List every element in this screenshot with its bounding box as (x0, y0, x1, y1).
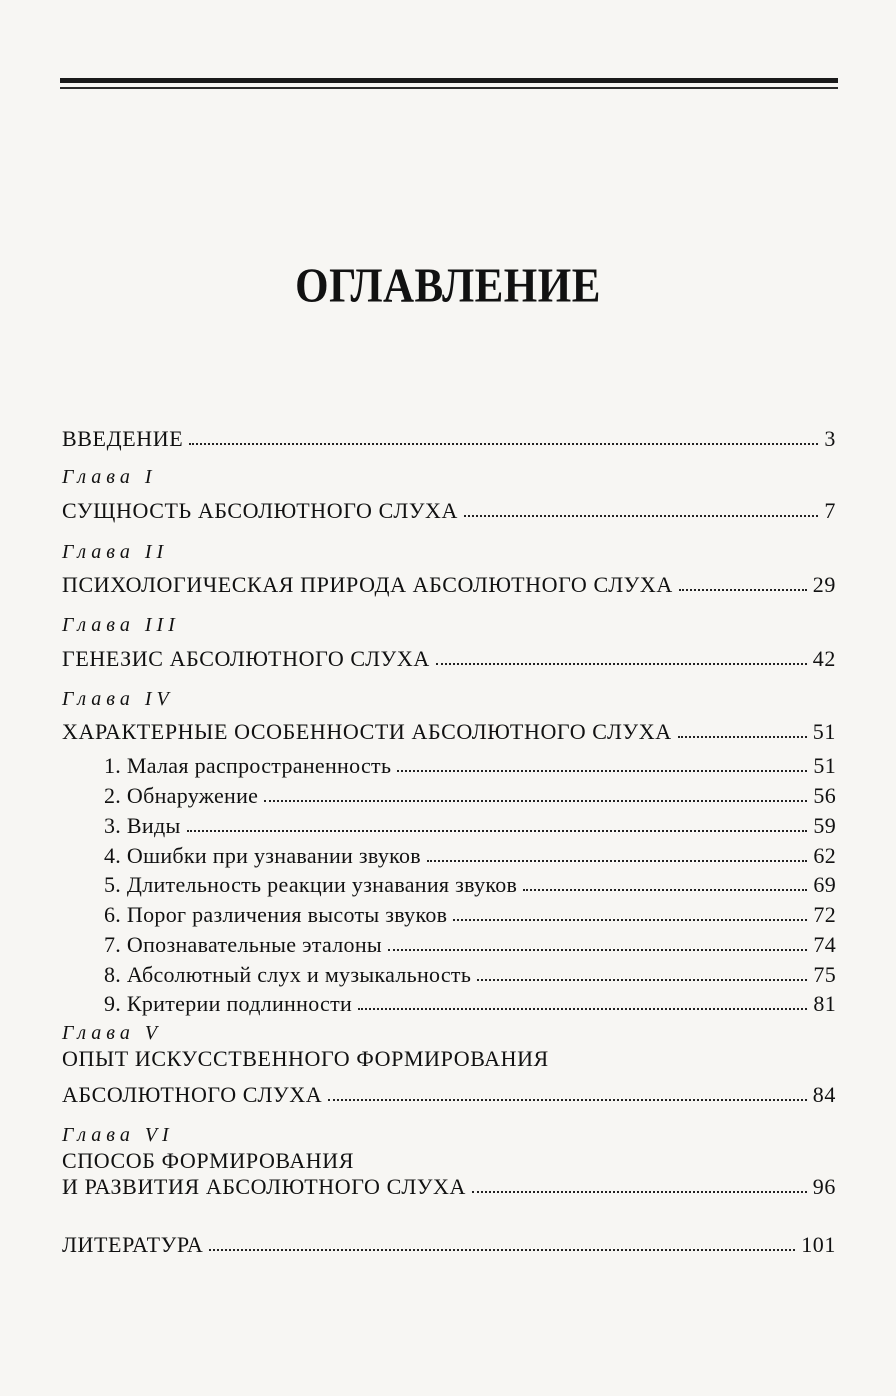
toc-entry-page: 96 (812, 1174, 836, 1199)
toc-entry-label: ЛИТЕРАТУРА (62, 1232, 204, 1257)
toc-subentry-page: 51 (813, 753, 836, 778)
toc-entry-intro (62, 418, 836, 452)
toc-subentry-label: 6. Порог различения высоты звуков (104, 902, 448, 927)
toc-subentry (104, 775, 836, 809)
toc-subentry-label: 9. Критерии подлинности (104, 991, 353, 1016)
toc-subentry (104, 864, 836, 898)
toc-entry-label: ГЕНЕЗИС АБСОЛЮТНОГО СЛУХА (62, 646, 430, 671)
toc-subentry-page: 74 (813, 932, 836, 957)
toc-subentry-label: 4. Ошибки при узнавании звуков (104, 843, 421, 868)
toc-entry-chapter-5-line1: ОПЫТ ИСКУССТВЕННОГО ФОРМИРОВАНИЯ (62, 1046, 549, 1071)
toc-entry-page: 51 (812, 719, 836, 744)
dot-leader (427, 859, 807, 862)
toc-entry-label: СУЩНОСТЬ АБСОЛЮТНОГО СЛУХА (62, 498, 459, 523)
chapter-heading-1: Глава I (62, 466, 157, 488)
toc-subentry-label: 2. Обнаружение (104, 783, 259, 808)
toc-subentry-label: 7. Опознавательные эталоны (104, 932, 383, 957)
toc-subentry-label: 3. Виды (104, 813, 181, 838)
toc-subentry (104, 745, 836, 779)
toc-subentry-page: 69 (813, 872, 836, 897)
toc-subentry (104, 805, 836, 839)
dot-leader (209, 1248, 795, 1251)
toc-entry-page: 3 (824, 426, 836, 451)
chapter-heading-6: Глава VI (62, 1124, 174, 1146)
dot-leader (678, 735, 807, 738)
toc-subentry-label: 8. Абсолютный слух и музыкальность (104, 962, 472, 987)
dot-leader (472, 1190, 807, 1193)
chapter-heading-3: Глава III (62, 614, 180, 636)
chapter-heading-2: Глава II (62, 541, 169, 563)
toc-subentry (104, 924, 836, 958)
header-rule-thin (60, 87, 838, 89)
toc-subentry-page: 59 (813, 813, 836, 838)
page-title: ОГЛАВЛЕНИЕ (295, 260, 601, 313)
dot-leader (397, 769, 807, 772)
toc-subentry-page: 81 (813, 991, 836, 1016)
toc-entry-chapter-5 (62, 1074, 836, 1108)
dot-leader (477, 978, 807, 981)
toc-entry-chapter-2 (62, 564, 836, 598)
toc-entry-label: И РАЗВИТИЯ АБСОЛЮТНОГО СЛУХА (62, 1174, 467, 1199)
toc-entry-chapter-6-line1: СПОСОБ ФОРМИРОВАНИЯ (62, 1148, 355, 1173)
toc-subentry-page: 56 (813, 783, 836, 808)
toc-subentry-page: 72 (813, 902, 836, 927)
toc-entry-label: АБСОЛЮТНОГО СЛУХА (62, 1082, 323, 1107)
toc-entry-chapter-1 (62, 490, 836, 524)
dot-leader (679, 588, 807, 591)
dot-leader (264, 799, 807, 802)
toc-entry-chapter-4 (62, 711, 836, 745)
toc-entry-page: 101 (801, 1232, 836, 1257)
toc-entry-label: ХАРАКТЕРНЫЕ ОСОБЕННОСТИ АБСОЛЮТНОГО СЛУХА (62, 719, 672, 744)
dot-leader (464, 514, 818, 517)
toc-subentry-page: 75 (813, 962, 836, 987)
toc-entry-page: 84 (812, 1082, 836, 1107)
dot-leader (453, 918, 807, 921)
dot-leader (328, 1098, 807, 1101)
dot-leader (189, 442, 818, 445)
toc-subentry-page: 62 (813, 843, 836, 868)
toc-entry-chapter-6 (62, 1166, 836, 1200)
dot-leader (187, 829, 808, 832)
toc-subentry (104, 894, 836, 928)
dot-leader (523, 888, 807, 891)
toc-entry-page: 29 (812, 572, 836, 597)
chapter-heading-4: Глава IV (62, 688, 174, 710)
dot-leader (388, 948, 807, 951)
toc-entry-page: 7 (824, 498, 836, 523)
toc-subentry-label: 5. Длительность реакции узнавания звуков (104, 872, 518, 897)
toc-entry-page: 42 (812, 646, 836, 671)
toc-subentry-label: 1. Малая распространенность (104, 753, 392, 778)
toc-entry-chapter-3 (62, 638, 836, 672)
dot-leader (436, 662, 807, 665)
toc-entry-label: ВВЕДЕНИЕ (62, 426, 184, 451)
dot-leader (358, 1007, 807, 1010)
header-rule-thick (60, 78, 838, 83)
toc-subentry (104, 983, 836, 1017)
chapter-heading-5: Глава V (62, 1022, 163, 1044)
toc-entry-literature (62, 1224, 836, 1258)
toc-entry-label: ПСИХОЛОГИЧЕСКАЯ ПРИРОДА АБСОЛЮТНОГО СЛУХА (62, 572, 673, 597)
